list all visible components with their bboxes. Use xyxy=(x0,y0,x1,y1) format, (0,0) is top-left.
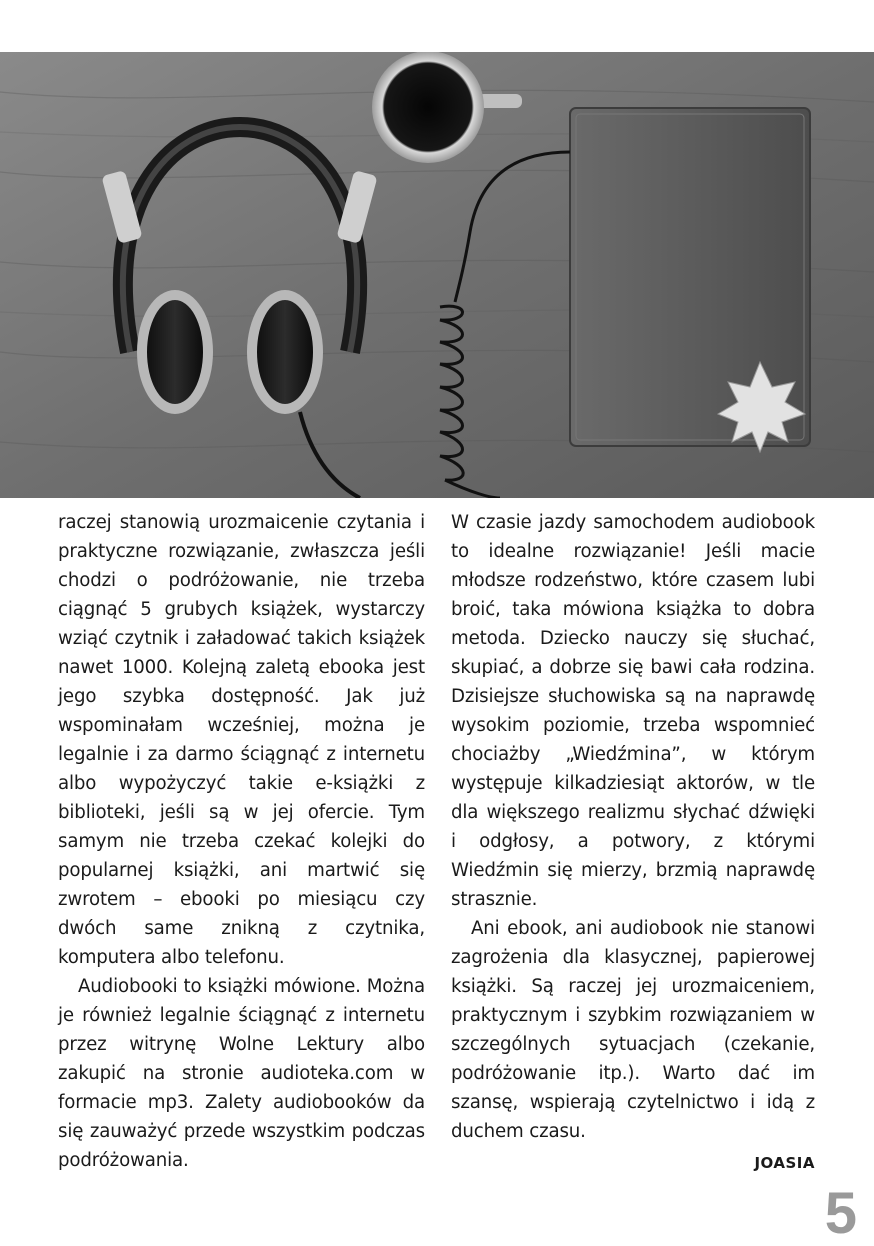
author-signature: JOASIA xyxy=(754,1154,815,1172)
article-column-right xyxy=(451,508,815,1146)
header-photo xyxy=(0,52,874,498)
article-column-left xyxy=(58,508,425,1175)
paragraph: Audiobooki to książki mówione. Można je również legalnie ściągnąć z internetu przez witrynę Wolne Lektury albo zakupić na stronie audioteka.com w formacie mp3. Zalety audiobooków da się zauważyć przede wszystkim podczas podróżowania. xyxy=(58,976,425,1171)
paragraph: Ani ebook, ani audiobook nie stanowi zagrożenia dla klasycznej, papierowej książki. Są raczej jej urozmaiceniem, praktycznym i szybkim rozwiązaniem w szczególnych sytuacjach (czekanie, podróżowanie itp.). Warto dać im szansę, wspierają czytelnictwo i idą z duchem czasu. xyxy=(451,918,815,1142)
paragraph: raczej stanowią urozmaicenie czytania i praktyczne rozwiązanie, zwłaszcza jeśli chodzi o podróżowanie, nie trzeba ciągnąć 5 grubych książek, wystarczy wziąć czytnik i załadować takich książek nawet 1000. Kolejną zaletą ebooka jest jego szybka dostępność. Jak już wspominałam wcześniej, można je legalnie i za darmo ściągnąć z internetu albo wypożyczyć takie e-książki z biblioteki, jeśli są w jej ofercie. Tym samym nie trzeba czekać kolejki do popularnej książki, ani martwić się zwrotem – ebooki po miesiącu czy dwóch same znikną z czytnika, komputera albo telefonu. xyxy=(58,512,425,968)
paragraph: W czasie jazdy samochodem audiobook to idealne rozwiązanie! Jeśli macie młodsze rodzeństwo, które czasem lubi broić, taka mówiona książka to dobra metoda. Dziecko nauczy się słuchać, skupiać, a dobrze się bawi cała rodzina. Dzisiejsze słuchowiska są na naprawdę wysokim poziomie, trzeba wspomnieć chociażby „Wiedźmina”, w którym występuje kilkadziesiąt aktorów, w tle dla większego realizmu słychać dźwięki i odgłosy, a potwory, z którymi Wiedźmin się mierzy, brzmią naprawdę strasznie. xyxy=(451,512,815,910)
page-number: 5 xyxy=(824,1181,857,1246)
headphones-book-photo xyxy=(0,52,874,498)
